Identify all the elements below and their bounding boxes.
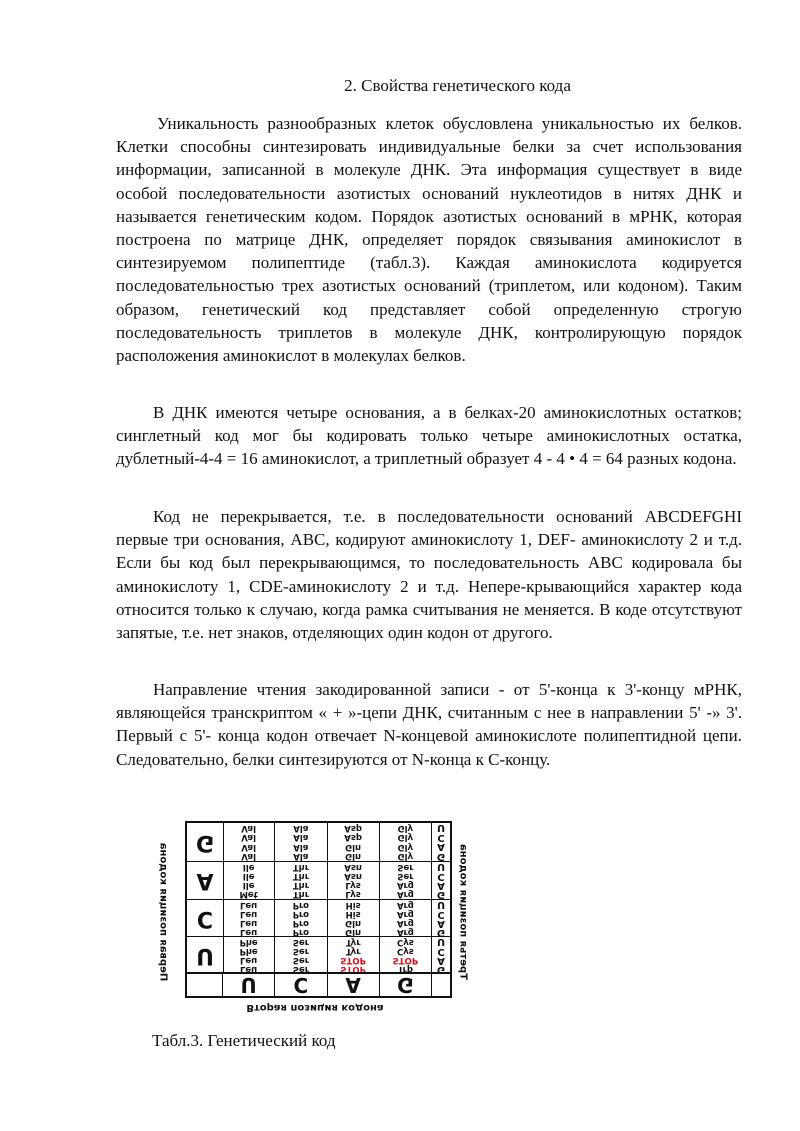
second-base-cell: C	[275, 974, 327, 996]
codon-row	[187, 899, 450, 937]
amino-acid-label: Ser	[397, 870, 414, 881]
amino-acid-cell	[328, 862, 380, 899]
third-base-label: A	[437, 879, 445, 891]
amino-acid-cell	[380, 900, 432, 937]
amino-acid-label: His	[345, 908, 361, 919]
amino-acid-label: Gln	[345, 851, 362, 862]
amino-acid-label: Arg	[396, 879, 414, 890]
amino-acid-cell	[328, 823, 380, 861]
third-base-label: A	[437, 916, 445, 928]
amino-acid-label: Ser	[397, 861, 414, 872]
third-base-label: C	[437, 907, 445, 919]
paragraph-3: Код не перекрывается, т.е. в последовательности оснований ABCDEFGHI первые три основания, ABC, кодируют аминокислоту 1, DEF- аминокислоту 2 и т.д. Если бы код был перекрывающимся, то последовательность ABC кодировала бы аминокислоту 1, CDE-аминокислоту 2 и т.д. Непере-крывающийся характер кода относится только к случаю, когда рамка считывания не меняется. В коде отсутствуют запятые, т.е. нет знаков, отделяющих один кодон от другого.	[116, 507, 742, 643]
first-base-cell: G	[187, 823, 224, 861]
amino-acid-label: Pro	[292, 908, 309, 919]
amino-acid-label: Cys	[396, 936, 414, 947]
amino-acid-label: Lys	[345, 879, 361, 890]
amino-acid-label: Arg	[396, 908, 414, 919]
table-caption: Табл.3. Генетический код	[152, 1031, 336, 1050]
third-base-label: C	[437, 870, 445, 882]
amino-acid-label: Pro	[292, 917, 309, 928]
second-base-cell: G	[380, 974, 432, 996]
amino-acid-cell	[275, 900, 327, 937]
third-base-label: U	[436, 936, 446, 948]
amino-acid-label: Leu	[240, 955, 258, 966]
amino-acid-label: Ser	[292, 936, 309, 947]
amino-acid-label: Trp	[397, 964, 413, 975]
amino-acid-label: Val	[241, 822, 256, 833]
amino-acid-label: Ala	[293, 822, 309, 833]
amino-acid-label: Asp	[344, 832, 362, 843]
second-base-row	[187, 972, 450, 996]
amino-acid-label: Leu	[240, 908, 258, 919]
amino-acid-label: Cys	[396, 946, 414, 957]
third-base-label: C	[437, 831, 445, 843]
paragraph-4: Направление чтения закодированной записи - от 5'-конца к 3'-концу мРНК, являющейся транскриптом « + »-цепи ДНК, считанным с нее в направлении 5' -» 3'. Первый с 5'- конца кодон отвечает N-концевой аминокислоте полипептидной цепи. Следовательно, белки синтезируются от N-конца к С-концу.	[116, 680, 742, 769]
second-base-cell: A	[328, 974, 380, 996]
third-position-label: Третья позиция кодона	[457, 844, 469, 980]
amino-acid-label: Thr	[292, 870, 309, 881]
amino-acid-label: Gly	[397, 832, 414, 843]
third-base-label: C	[437, 945, 445, 957]
third-base-label: G	[436, 888, 446, 900]
amino-acid-label: Thr	[292, 879, 309, 890]
amino-acid-label: Val	[241, 832, 256, 843]
amino-acid-cell	[223, 937, 275, 974]
amino-acid-label: Ile	[242, 879, 255, 890]
codon-grid	[185, 821, 452, 998]
amino-acid-label: Val	[241, 851, 256, 862]
third-base-label: U	[436, 822, 446, 834]
second-position-label: Вторая позиция кодона	[246, 1002, 384, 1013]
amino-acid-label: Ser	[292, 964, 309, 975]
amino-acid-label: Asp	[344, 822, 362, 833]
amino-acid-label: Asn	[344, 861, 362, 872]
corner-cell	[187, 974, 223, 996]
amino-acid-label: Ala	[293, 841, 309, 852]
amino-acid-cell	[380, 823, 432, 861]
amino-acid-label: His	[345, 899, 361, 910]
amino-acid-label: Leu	[240, 899, 258, 910]
amino-acid-label: Ala	[293, 832, 309, 843]
amino-acid-cell	[328, 900, 380, 937]
amino-acid-cell	[328, 937, 380, 974]
amino-acid-label: STOP	[340, 964, 366, 975]
amino-acid-label: Thr	[292, 861, 309, 872]
amino-acid-label: STOP	[392, 955, 419, 966]
amino-acid-label: Arg	[396, 917, 414, 928]
third-base-label: U	[436, 860, 446, 872]
amino-acid-label: Tyr	[345, 936, 361, 947]
amino-acid-label: Gly	[397, 822, 414, 833]
amino-acid-label: Gln	[345, 841, 362, 852]
amino-acid-cell	[223, 823, 275, 861]
first-base-cell: U	[187, 937, 224, 974]
section-heading: 2. Свойства генетического кода	[344, 76, 571, 95]
amino-acid-label: Pro	[292, 899, 309, 910]
amino-acid-cell	[380, 862, 432, 899]
third-base-cell	[432, 937, 450, 974]
amino-acid-label: STOP	[340, 955, 366, 966]
amino-acid-label: Gly	[397, 841, 414, 852]
codon-row	[187, 936, 450, 974]
amino-acid-label: Gln	[345, 926, 362, 937]
amino-acid-label: Leu	[240, 917, 258, 928]
amino-acid-label: Thr	[292, 888, 309, 899]
paragraph-1: Уникальность разнообразных клеток обусловлена уникальностью их белков. Клетки способны синтезировать индивидуальные белки за счет использования информации, записанной в молекуле ДНК. Эта информация существует в виде особой последовательности азотистых оснований нуклеотидов в нитях ДНК и называется генетическим кодом. Порядок азотистых оснований в мРНК, которая построена по матрице ДНК, определяет порядок связывания аминокислот в синтезируемом полипептиде (табл.3). Каждая аминокислота кодируется последовательностью трех азотистых оснований (триплетом, или кодоном). Таким образом, генетический код представляет собой определенную строгую последовательность триплетов в молекуле ДНК, контролирующую порядок расположения аминокислот в молекулах белков.	[116, 114, 742, 366]
third-base-label: A	[437, 841, 445, 853]
amino-acid-label: Leu	[240, 964, 258, 975]
first-base-cell: A	[187, 862, 224, 899]
third-base-label: U	[436, 898, 446, 910]
amino-acid-label: Tyr	[345, 946, 361, 957]
codon-row	[187, 861, 450, 899]
amino-acid-label: Lys	[345, 888, 361, 899]
third-base-cell	[432, 900, 450, 937]
amino-acid-label: Pro	[292, 926, 309, 937]
third-base-label: G	[436, 963, 446, 975]
amino-acid-label: Phe	[239, 946, 258, 957]
amino-acid-label: Ile	[242, 870, 255, 881]
amino-acid-label: Asn	[344, 870, 362, 881]
amino-acid-label: Arg	[396, 888, 414, 899]
amino-acid-label: Phe	[239, 936, 258, 947]
genetic-code-table-figure	[150, 812, 480, 1016]
third-base-cell	[432, 823, 450, 861]
amino-acid-cell	[275, 823, 327, 861]
paragraph-2: В ДНК имеются четыре основания, а в белках-20 аминокислотных остатков; синглетный код мог бы кодировать только четыре аминокислотных остатка, дублетный-4-4 = 16 аминокислот, а триплетный образует 4 - 4 • 4 = 64 разных кодона.	[116, 403, 742, 469]
amino-acid-cell	[223, 862, 275, 899]
amino-acid-label: Ile	[242, 861, 255, 872]
amino-acid-label: Ser	[292, 955, 309, 966]
third-base-label: G	[436, 850, 446, 862]
amino-acid-label: Gly	[397, 851, 414, 862]
third-base-label: A	[437, 954, 445, 966]
amino-acid-cell	[275, 862, 327, 899]
second-base-cell: U	[223, 974, 275, 996]
first-base-cell: C	[187, 900, 224, 937]
amino-acid-label: Ala	[293, 851, 309, 862]
third-base-label: G	[436, 926, 446, 938]
amino-acid-cell	[223, 900, 275, 937]
amino-acid-label: Ser	[292, 946, 309, 957]
first-position-label: Первая позиция кодона	[157, 842, 169, 982]
amino-acid-label: Met	[239, 888, 258, 899]
amino-acid-cell	[275, 937, 327, 974]
third-base-cell	[432, 862, 450, 899]
codon-row	[187, 823, 450, 861]
amino-acid-label: Arg	[396, 899, 414, 910]
amino-acid-label: Leu	[240, 926, 258, 937]
amino-acid-label: Val	[241, 841, 256, 852]
amino-acid-cell	[380, 937, 432, 974]
amino-acid-label: Gln	[345, 917, 362, 928]
amino-acid-label: Arg	[396, 926, 414, 937]
